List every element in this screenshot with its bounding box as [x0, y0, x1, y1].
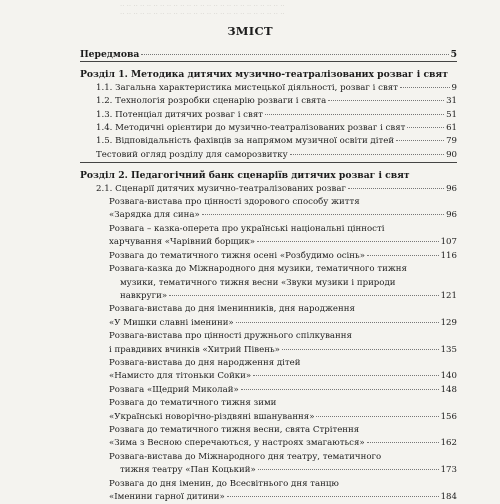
toc-page-number: 31: [446, 96, 457, 107]
toc-entry-title: Розвага «Щедрий Миколай»: [109, 384, 239, 395]
toc-entry: [80, 491, 457, 504]
toc-page-number: 116: [440, 250, 457, 261]
toc-entry-title: Розвага-вистава про цінності здорового способу життя: [109, 197, 360, 208]
dot-leader: [265, 114, 444, 115]
toc-entry-title: «У Мишки славні іменини»: [109, 317, 234, 328]
dot-leader: [253, 375, 438, 376]
toc-entry: [80, 344, 457, 357]
toc-entry-title: Розвага-вистава до дня іменинників, дня народження: [109, 304, 355, 315]
toc-entry-title: «Зима з Весною сперечаються, у настроях змагаються»: [109, 438, 365, 449]
toc-entry: [80, 236, 457, 249]
toc-entry: [80, 95, 457, 108]
toc-entry: [80, 149, 457, 162]
toc-entry-title: 1.4. Методичні орієнтири до музично-театралізованих розваг і свят: [96, 123, 406, 134]
dot-leader: [241, 389, 439, 390]
toc-entry: [80, 135, 457, 148]
toc-entry: [80, 464, 457, 477]
toc-entry-title: 2.1. Сценарії дитячих музично-театралізованих розваг: [96, 183, 346, 194]
toc-entry-title: Розділ 1. Методика дитячих музично-театралізованих розваг і свят: [80, 69, 448, 81]
toc-entry: [80, 411, 457, 424]
toc-entry: [80, 330, 457, 343]
toc-section-heading: [80, 48, 457, 61]
toc-entry-title: Розвага-вистава до дня народження дітей: [109, 357, 301, 368]
toc-page-number: 129: [440, 317, 457, 328]
dot-leader: [227, 496, 439, 497]
toc-entry: [80, 82, 457, 95]
toc-entry: [80, 250, 457, 263]
dot-leader: [257, 241, 439, 242]
toc-entry-title: 1.5. Відповідальність фахівців за напрямом музичної освіти дітей: [96, 136, 395, 147]
toc-page-number: 96: [446, 210, 457, 221]
toc-entry-title: і правдивих вчинків «Хитрий Півень»: [109, 344, 280, 355]
toc-entry-title: «Намисто для тітоньки Сойки»: [109, 371, 252, 382]
dot-leader: [290, 154, 444, 155]
toc-section-heading: [80, 169, 457, 182]
toc-page-number: 148: [440, 384, 457, 395]
dot-leader: [141, 54, 448, 55]
toc-page-number: 173: [440, 465, 457, 476]
dot-leader: [282, 349, 439, 350]
toc-entry-title: навкруги»: [120, 290, 168, 301]
toc-entry-title: 1.1. Загальна характеристика мистецької діяльності, розваг і свят: [96, 82, 398, 93]
toc-entry-title: харчування «Чарівний борщик»: [109, 237, 256, 248]
toc-entry: [80, 196, 457, 209]
toc-entry: [80, 263, 457, 276]
toc-page-number: 107: [440, 237, 457, 248]
toc-page-number: 135: [440, 344, 457, 355]
toc-page-number: 140: [440, 371, 457, 382]
toc-entry: [80, 109, 457, 122]
toc-page-number: 51: [446, 109, 457, 120]
toc-entry-title: «Українські новорічно-різдвяні вшанування»: [109, 411, 315, 422]
toc-page-number: 61: [446, 123, 457, 134]
toc-entry-title: Розвага-казка до Міжнародного дня музики, тематичного тижня: [109, 264, 407, 275]
toc-entry: [80, 384, 457, 397]
toc-entry-title: 1.2. Технологія розробки сценарію розваги і свята: [96, 96, 327, 107]
toc-entry-title: «Іменини гарної дитини»: [109, 492, 225, 502]
toc-section-heading: [80, 68, 457, 81]
table-of-contents: [80, 48, 457, 504]
toc-page-number: 96: [446, 183, 457, 194]
dot-leader: [328, 100, 444, 101]
toc-entry: [80, 317, 457, 330]
dot-leader: [236, 322, 439, 323]
dot-leader: [396, 140, 444, 141]
toc-entry: [80, 357, 457, 370]
toc-entry: [80, 370, 457, 383]
dot-leader: [367, 442, 439, 443]
toc-entry-title: Розвага до тематичного тижня весни, свята Стрітення: [109, 424, 360, 435]
toc-entry: [80, 437, 457, 450]
toc-entry: [80, 209, 457, 222]
toc-entry-title: Розвага до тематичного тижня осені «Розбудимо осінь»: [109, 250, 365, 261]
toc-entry-title: Передмова: [80, 49, 140, 60]
toc-entry-title: музики, тематичного тижня весни «Звуки музики і природи: [120, 277, 396, 288]
dot-leader: [258, 469, 439, 470]
toc-entry-title: тижня театру «Пан Коцький»: [120, 465, 256, 476]
dot-leader: [367, 255, 439, 256]
toc-entry: [80, 277, 457, 290]
toc-page-number: 9: [451, 82, 457, 93]
toc-page-number: 121: [440, 290, 457, 301]
toc-entry-title: Розвага-вистава про цінності дружнього спілкування: [109, 331, 352, 342]
dot-leader: [407, 127, 444, 128]
toc-page-number: 184: [440, 492, 457, 502]
dot-leader: [348, 188, 444, 189]
toc-entry-title: Розвага до тематичного тижня зими: [109, 398, 277, 409]
dot-leader: [316, 416, 438, 417]
toc-entry-title: Розділ 2. Педагогічний банк сценаріїв дитячих розваг і свят: [80, 170, 410, 182]
toc-entry-title: Розвага – казка-оперета про українські національні цінності: [109, 223, 385, 234]
toc-entry: [80, 451, 457, 464]
toc-entry-title: Тестовий огляд розділу для саморозвитку: [96, 149, 288, 160]
bleed-through-text: ·· ·· ·· ·· ·· ·· ·· ·· ·· ·· ·· ·· ·· ·· ·· ·· ·· ·· ·· ·· ·· ·· ·· ·· ·· ·· ·· ·· ·· ·· ·· ·· ·· ·· ·· ·· ·· ·· ·· ·· ·· ·· ·· ·· ·· ·· ·· ·· ·· ··: [120, 2, 285, 18]
dot-leader: [202, 214, 444, 215]
toc-entry: [80, 122, 457, 135]
toc-entry: [80, 290, 457, 303]
toc-entry: [80, 223, 457, 236]
toc-page-number: 162: [440, 438, 457, 449]
toc-entry-title: 1.3. Потенціал дитячих розваг і свят: [96, 109, 264, 120]
toc-entry-title: «Зарядка для сина»: [109, 210, 200, 221]
toc-entry: [80, 397, 457, 410]
toc-entry: [80, 424, 457, 437]
toc-entry: [80, 183, 457, 196]
toc-entry: [80, 303, 457, 316]
dot-leader: [169, 295, 438, 296]
page-title: ЗМІСТ: [227, 24, 273, 38]
toc-entry-title: Розвага-вистава до Міжнародного дня театру, тематичного: [109, 451, 382, 462]
toc-entry-title: Розвага до дня іменин, до Всесвітнього дня танцю: [109, 478, 339, 489]
toc-page-number: 90: [446, 149, 457, 160]
toc-page-number: 79: [446, 136, 457, 147]
toc-page-number: 156: [440, 411, 457, 422]
toc-entry: [80, 478, 457, 491]
toc-page-number: 5: [450, 49, 457, 60]
dot-leader: [400, 87, 450, 88]
